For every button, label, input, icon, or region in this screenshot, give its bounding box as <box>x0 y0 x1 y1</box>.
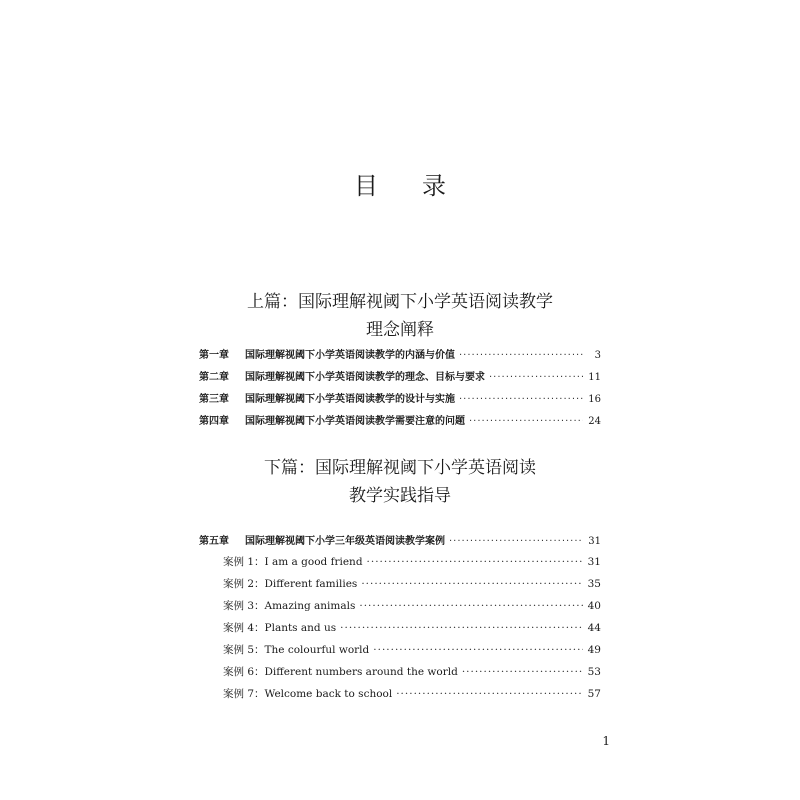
part1-heading-line1: 上篇：国际理解视阈下小学英语阅读教学 <box>247 292 553 312</box>
toc-entry-case-7[interactable] <box>199 686 601 708</box>
case-title: 案例 1：I am a good friend <box>223 556 363 568</box>
case-title: 案例 6：Different numbers around the world <box>223 666 458 678</box>
chapter-number: 第五章 <box>199 536 229 547</box>
part2-heading-line1: 下篇：国际理解视阈下小学英语阅读 <box>264 458 536 478</box>
chapter-title: 国际理解视阈下小学英语阅读教学的理念、目标与要求 <box>245 372 485 383</box>
dot-leader <box>462 666 583 678</box>
chapter-number: 第一章 <box>199 350 229 361</box>
dot-leader <box>469 416 583 427</box>
toc-entry-case-3[interactable] <box>199 598 601 620</box>
page-number: 11 <box>588 372 601 383</box>
chapter-title: 国际理解视阈下小学英语阅读教学的内涵与价值 <box>245 350 455 361</box>
chapter-number: 第四章 <box>199 416 229 427</box>
toc-entry-case-4[interactable] <box>199 620 601 642</box>
page-number: 24 <box>588 416 601 427</box>
toc-entry-case-6[interactable] <box>199 664 601 686</box>
case-title: 案例 4：Plants and us <box>223 622 337 634</box>
toc-entry-chapter-3[interactable] <box>199 390 601 412</box>
page-number: 31 <box>588 536 601 547</box>
part2-heading <box>0 454 800 510</box>
chapter-number: 第三章 <box>199 394 229 405</box>
part2-chapter-list <box>199 532 601 708</box>
toc-entry-case-1[interactable] <box>199 554 601 576</box>
dot-leader <box>396 688 583 700</box>
page-number: 49 <box>587 644 601 656</box>
dot-leader <box>340 622 583 634</box>
page-number: 3 <box>594 350 601 361</box>
page-number: 35 <box>587 578 601 590</box>
case-title: 案例 2：Different families <box>223 578 358 590</box>
dot-leader <box>361 578 583 590</box>
case-title: 案例 7：Welcome back to school <box>223 688 393 700</box>
part1-chapter-list <box>199 346 601 434</box>
page-number: 40 <box>587 600 601 612</box>
toc-entry-chapter-1[interactable] <box>199 346 601 368</box>
dot-leader <box>373 644 583 656</box>
page-number: 53 <box>587 666 601 678</box>
dot-leader <box>449 536 583 547</box>
toc-entry-chapter-4[interactable] <box>199 412 601 434</box>
page-number: 16 <box>588 394 601 405</box>
dot-leader <box>459 394 583 405</box>
page-number: 57 <box>587 688 601 700</box>
chapter-title: 国际理解视阈下小学英语阅读教学需要注意的问题 <box>245 416 465 427</box>
toc-entry-case-2[interactable] <box>199 576 601 598</box>
chapter-title: 国际理解视阈下小学英语阅读教学的设计与实施 <box>245 394 455 405</box>
part2-heading-line2: 教学实践指导 <box>349 486 451 506</box>
toc-entry-case-5[interactable] <box>199 642 601 664</box>
dot-leader <box>367 556 583 568</box>
toc-title: 目录 <box>354 172 490 200</box>
toc-entry-chapter-5[interactable] <box>199 532 601 554</box>
dot-leader <box>359 600 583 612</box>
chapter-number: 第二章 <box>199 372 229 383</box>
dot-leader <box>459 350 583 361</box>
page-number: 44 <box>587 622 601 634</box>
dot-leader <box>489 372 583 383</box>
case-title: 案例 3：Amazing animals <box>223 600 356 612</box>
part1-heading <box>0 288 800 344</box>
page-number: 31 <box>587 556 601 568</box>
toc-entry-chapter-2[interactable] <box>199 368 601 390</box>
page-folio: 1 <box>602 734 610 748</box>
case-title: 案例 5：The colourful world <box>223 644 370 656</box>
part1-heading-line2: 理念阐释 <box>366 320 434 340</box>
chapter-title: 国际理解视阈下小学三年级英语阅读教学案例 <box>245 536 445 547</box>
